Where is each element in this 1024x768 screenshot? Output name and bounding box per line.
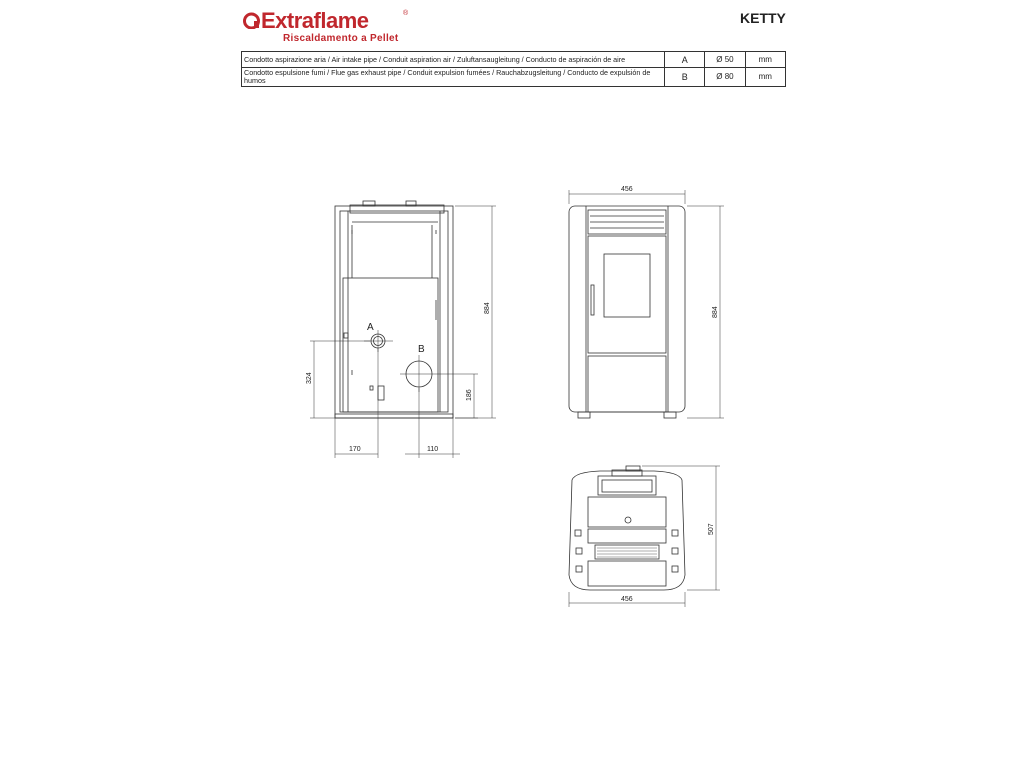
brand-registered-mark: ® xyxy=(403,10,409,17)
model-name: KETTY xyxy=(740,10,786,26)
spec-unit: mm xyxy=(745,68,785,87)
brand-tagline: Riscaldamento a Pellet xyxy=(283,33,399,44)
spec-code: A xyxy=(665,52,705,68)
top-view-grille xyxy=(597,548,657,557)
pipe-a-offset-dimension: 170 xyxy=(349,446,361,453)
spec-diameter: Ø 50 xyxy=(705,52,745,68)
rear-view-dimensions xyxy=(310,206,496,458)
front-height-dimension: 884 xyxy=(712,306,719,318)
spec-unit: mm xyxy=(745,52,785,68)
top-view-drawing xyxy=(569,466,685,590)
rear-view-drawing xyxy=(335,201,453,418)
front-width-dimension: 456 xyxy=(621,186,633,193)
spec-diameter: Ø 80 xyxy=(705,68,745,87)
top-depth-dimension: 507 xyxy=(708,523,715,535)
top-width-dimension: 456 xyxy=(621,596,633,603)
spec-description: Condotto espulsione fumi / Flue gas exhaust pipe / Conduit expulsion fumées / Rauchabzugsleitung / Conducto de expulsión de humos xyxy=(242,68,665,87)
pipe-a-label: A xyxy=(367,322,374,333)
pipe-a-height-dimension: 324 xyxy=(306,372,313,384)
spec-code: B xyxy=(665,68,705,87)
spec-description: Condotto aspirazione aria / Air intake pipe / Conduit aspiration air / Zuluftansaugleitung / Conducto de aspiración de aire xyxy=(242,52,665,68)
rear-view-centerlines xyxy=(364,330,438,392)
pipe-b-offset-dimension: 110 xyxy=(427,446,439,453)
pipe-b-label: B xyxy=(418,344,425,355)
brand-name: Extraflame xyxy=(261,8,369,33)
front-view-dimensions xyxy=(569,190,724,418)
pipe-b-height-dimension: 186 xyxy=(466,389,473,401)
rear-height-dimension: 884 xyxy=(484,302,491,314)
front-view-drawing xyxy=(569,206,685,418)
